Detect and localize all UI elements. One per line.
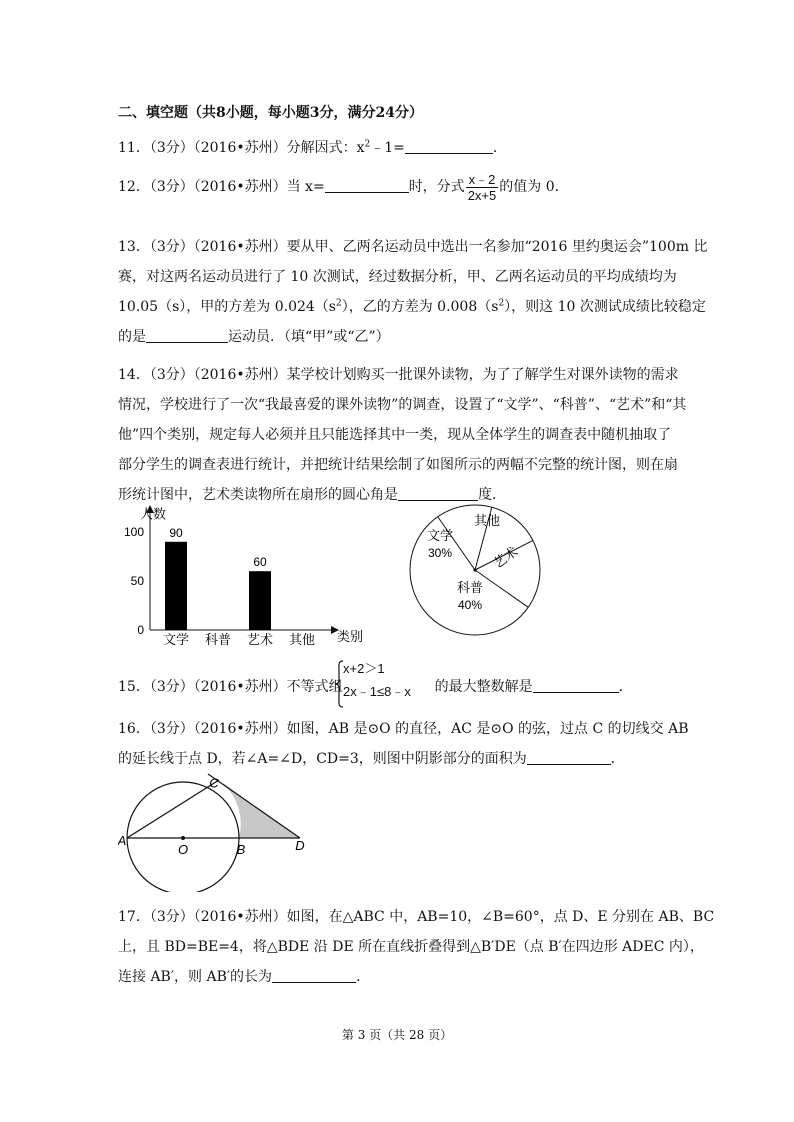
center-dot (181, 836, 185, 840)
answer-blank[interactable] (527, 750, 611, 765)
q11-suffix: ﹣1= (370, 140, 405, 156)
q15-end: ． (618, 679, 633, 695)
q11-prefix: 11．（3分）（2016•苏州）分解因式：x (118, 140, 365, 156)
q13-l4b: 运动员．（填“甲”或“乙”） (228, 329, 390, 345)
question-14-line-4: 部分学生的调查表进行统计，并把统计结果绘制了如图所示的两幅不完整的统计图，则在扇 (118, 457, 678, 473)
q13-l3c: ），则这 10 次测试成绩比较稳定 (504, 299, 706, 315)
label-b: B (236, 842, 246, 857)
geometry-figure (118, 772, 318, 892)
chord-ac (127, 780, 219, 838)
q14-l5b: 度． (478, 487, 506, 503)
q11-end: ． (492, 140, 507, 156)
q15-suffix: 的最大整数解是 (434, 679, 533, 695)
pie-slice-label: 文学 (426, 528, 454, 543)
page-footer: 第 3 页（共 28 页） (341, 1028, 453, 1042)
question-14-line-3: 他”四个类别，规定每人必须并且只能选择其中一类，现从全体学生的调查表中随机抽取了 (118, 427, 672, 443)
y-axis-label: 人数 (140, 506, 167, 522)
question-13-line-4 (118, 328, 390, 346)
q11-exponent: 2 (364, 139, 371, 150)
question-14-line-1: 14．（3分）（2016•苏州）某学校计划购买一批课外读物，为了了解学生对课外读物的需求 (118, 367, 679, 383)
question-16-line-1: 16．（3分）（2016•苏州）如图，AB 是⊙O 的直径，AC 是⊙O 的弦，过点 C 的切线交 AB (118, 721, 689, 737)
bar-2 (249, 571, 271, 630)
y-tick-label: 100 (123, 525, 144, 539)
bar-0 (165, 542, 187, 630)
bar-data-label: 90 (169, 525, 183, 540)
q13-sq1: 2 (335, 298, 342, 309)
y-tick-label: 0 (137, 623, 144, 637)
question-17-line-1: 17．（3分）（2016•苏州）如图，在△ABC 中，AB=10，∠B=60°，点 D、E 分别在 AB、BC (118, 909, 715, 925)
y-tick-label: 50 (130, 574, 144, 588)
question-16-line-2 (118, 750, 625, 768)
x-category-label: 文学 (162, 632, 190, 647)
system-row-2: 2x﹣1≤8﹣x (343, 684, 411, 699)
q13-sq2: 2 (498, 298, 505, 309)
label-o: O (177, 842, 189, 857)
q16-l2a: 的延长线于点 D，若∠A=∠D，CD=3，则图中阴影部分的面积为 (118, 751, 527, 767)
pie-chart (405, 500, 545, 640)
label-c: C (209, 775, 219, 791)
question-13-line-2: 赛，对这两名运动员进行了 10 次测试，经过数据分析，甲、乙两名运动员的平均成绩均为 (118, 269, 677, 285)
pie-slice-label: 其他 (473, 513, 501, 528)
pie-slice-label: 科普 (456, 580, 484, 595)
bar-chart (110, 505, 380, 650)
q12-prefix: 12．（3分）（2016•苏州）当 x= (118, 179, 325, 195)
fraction-numerator: x﹣2 (466, 172, 499, 188)
question-12 (118, 168, 569, 206)
q12-mid: 时，分式 (408, 179, 465, 195)
answer-blank[interactable] (146, 328, 228, 343)
q16-l2b: ． (610, 751, 625, 767)
answer-blank[interactable] (398, 486, 478, 501)
section-heading: 二、填空题（共8小题，每小题3分，满分24分） (118, 105, 423, 121)
pie-slice-label: 艺术 (490, 543, 521, 571)
q13-l3a: 10.05（s），甲的方差为 0.024（s (118, 299, 336, 315)
question-13-line-1: 13．（3分）（2016•苏州）要从甲、乙两名运动员中选出一名参加“2016 里约奥运会”100m 比 (118, 239, 708, 255)
answer-blank[interactable] (405, 139, 493, 154)
question-17-line-3 (118, 968, 370, 986)
label-a: A (118, 833, 127, 848)
x-category-label: 其他 (288, 632, 316, 647)
q13-l4a: 的是 (118, 329, 146, 345)
label-d: D (295, 838, 305, 853)
question-14-line-2: 情况，学校进行了一次“我最喜爱的课外读物”的调查，设置了“文学”、“科普”、“艺术”和“其 (118, 397, 687, 413)
answer-blank[interactable] (325, 178, 409, 193)
system-row-1: x+2＞1 (343, 661, 385, 676)
answer-blank[interactable] (533, 678, 619, 693)
question-17-line-2: 上，且 BD=BE=4，将△BDE 沿 DE 所在直线折叠得到△B′DE（点 B′在四边形 ADEC 内）， (118, 939, 704, 955)
bar-data-label: 60 (253, 555, 267, 570)
q17-l3a: 连接 AB′，则 AB′的长为 (118, 969, 273, 985)
q17-l3b: ． (356, 969, 371, 985)
pie-radius-0 (438, 517, 475, 570)
q14-l5a: 形统计图中，艺术类读物所在扇形的圆心角是 (118, 487, 398, 503)
pie-slice-percent: 30% (427, 546, 453, 560)
question-11 (118, 139, 507, 157)
q13-l3b: ），乙的方差为 0.008（s (341, 299, 499, 315)
answer-blank[interactable] (272, 968, 356, 983)
fraction-denominator: 2x+5 (467, 187, 497, 203)
x-category-label: 艺术 (246, 632, 274, 647)
q12-fraction (466, 172, 499, 203)
question-13-line-3 (118, 298, 706, 316)
q12-suffix: 的值为 0． (499, 179, 569, 195)
x-axis-label: 类别 (337, 629, 364, 644)
pie-slice-percent: 40% (457, 598, 483, 612)
q15-prefix: 15．（3分）（2016•苏州）不等式组 (118, 679, 343, 695)
x-category-label: 科普 (204, 632, 232, 647)
